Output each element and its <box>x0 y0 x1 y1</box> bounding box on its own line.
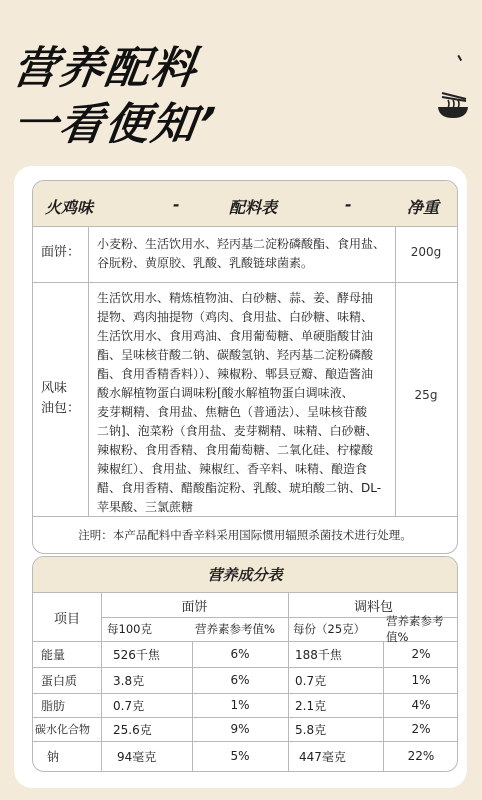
decor-tick-icon <box>454 55 462 63</box>
group-noodle-header: 面饼 <box>181 599 208 615</box>
flavor-label: 火鸡味 <box>45 198 94 217</box>
ingredient-list-label: 配料表 <box>229 198 278 217</box>
sub-header: 每份（25克） <box>293 622 366 636</box>
sub-header: 营养素参考值% <box>386 614 444 644</box>
nutrition-title: 营养成分表 <box>33 557 457 593</box>
hero-title-line1: 营养配料 <box>9 43 201 94</box>
row-weight: 25g <box>414 388 438 402</box>
ingredient-text: 小麦粉、生活饮用水、羟丙基二淀粉磷酸酯、食用盐、 谷朊粉、黄原胶、乳酸、乳酸链球菌素。 <box>97 237 386 270</box>
sub-header: 每100克 <box>107 622 152 636</box>
ingredient-panel <box>32 180 458 554</box>
group-sauce-header: 调料包 <box>353 599 393 615</box>
row-weight: 200g <box>410 245 442 259</box>
net-weight-label: 净重 <box>407 198 440 217</box>
ingredient-note: 注明：本产品配料中香辛料采用国际惯用辐照杀菌技术进行处理。 <box>78 528 412 542</box>
info-card <box>14 166 467 788</box>
header-dash: - <box>173 195 180 214</box>
ingredient-header <box>33 181 457 227</box>
ingredient-row-noodle <box>33 227 457 283</box>
hero-title-line2: 一看便知’ <box>9 99 220 150</box>
ingredient-text: 生活饮用水、精炼植物油、白砂糖、蒜、姜、酵母抽 提物、鸡肉抽提物（鸡肉、食用盐、白砂糖、味精、 生活饮用水、食用鸡油、食用葡萄糖、单硬脂酸甘油 酯、呈味核苷酸二钠、碳酸氢钠、羟丙基二淀粉磷酸 酯、食用香精香料））、辣椒粉、郫县豆瓣、酿造酱油 酸水解植物蛋白调味粉[酸水解植物蛋白调味液、 麦芽糊精、食用盐、焦糖色（普通法）、呈味核苷酸 二钠]、泡菜粉（食用盐、麦芽糊精、味精、白砂糖、 辣椒粉、食用香精、食用葡萄糖、二氧化硅、柠檬酸 辣椒红）、食用盐、辣椒红、香辛料、味精、酿造食 醋、食用香精、醋酸酯淀粉、乳酸、琥珀酸二钠、DL- 苹果酸、三氯蔗糖 <box>97 291 382 514</box>
sub-header: 营养素参考值% <box>195 622 275 636</box>
header-dash: - <box>345 195 352 214</box>
item-header: 项目 <box>53 611 80 627</box>
ingredient-row-sauce <box>33 283 457 517</box>
noodle-bowl-icon <box>436 90 470 120</box>
nutrition-table: 营养成分表 项目 面饼 调料包 每100克 营养素参考值% 每份（25克） 营养素参考值% 能量 526千焦 6% 188千焦 2% 蛋白质 3.8克 6% 0.7克 1% 脂肪 0.7克 1% 2.1克 4% 碳水化合物 25.6克 9% 5.8克 2% 钠 94毫克 5% 447毫克 22% <box>32 556 458 772</box>
row-name: 面饼： <box>41 245 81 260</box>
hero-header <box>0 0 482 165</box>
row-name: 风味 油包： <box>41 381 81 416</box>
